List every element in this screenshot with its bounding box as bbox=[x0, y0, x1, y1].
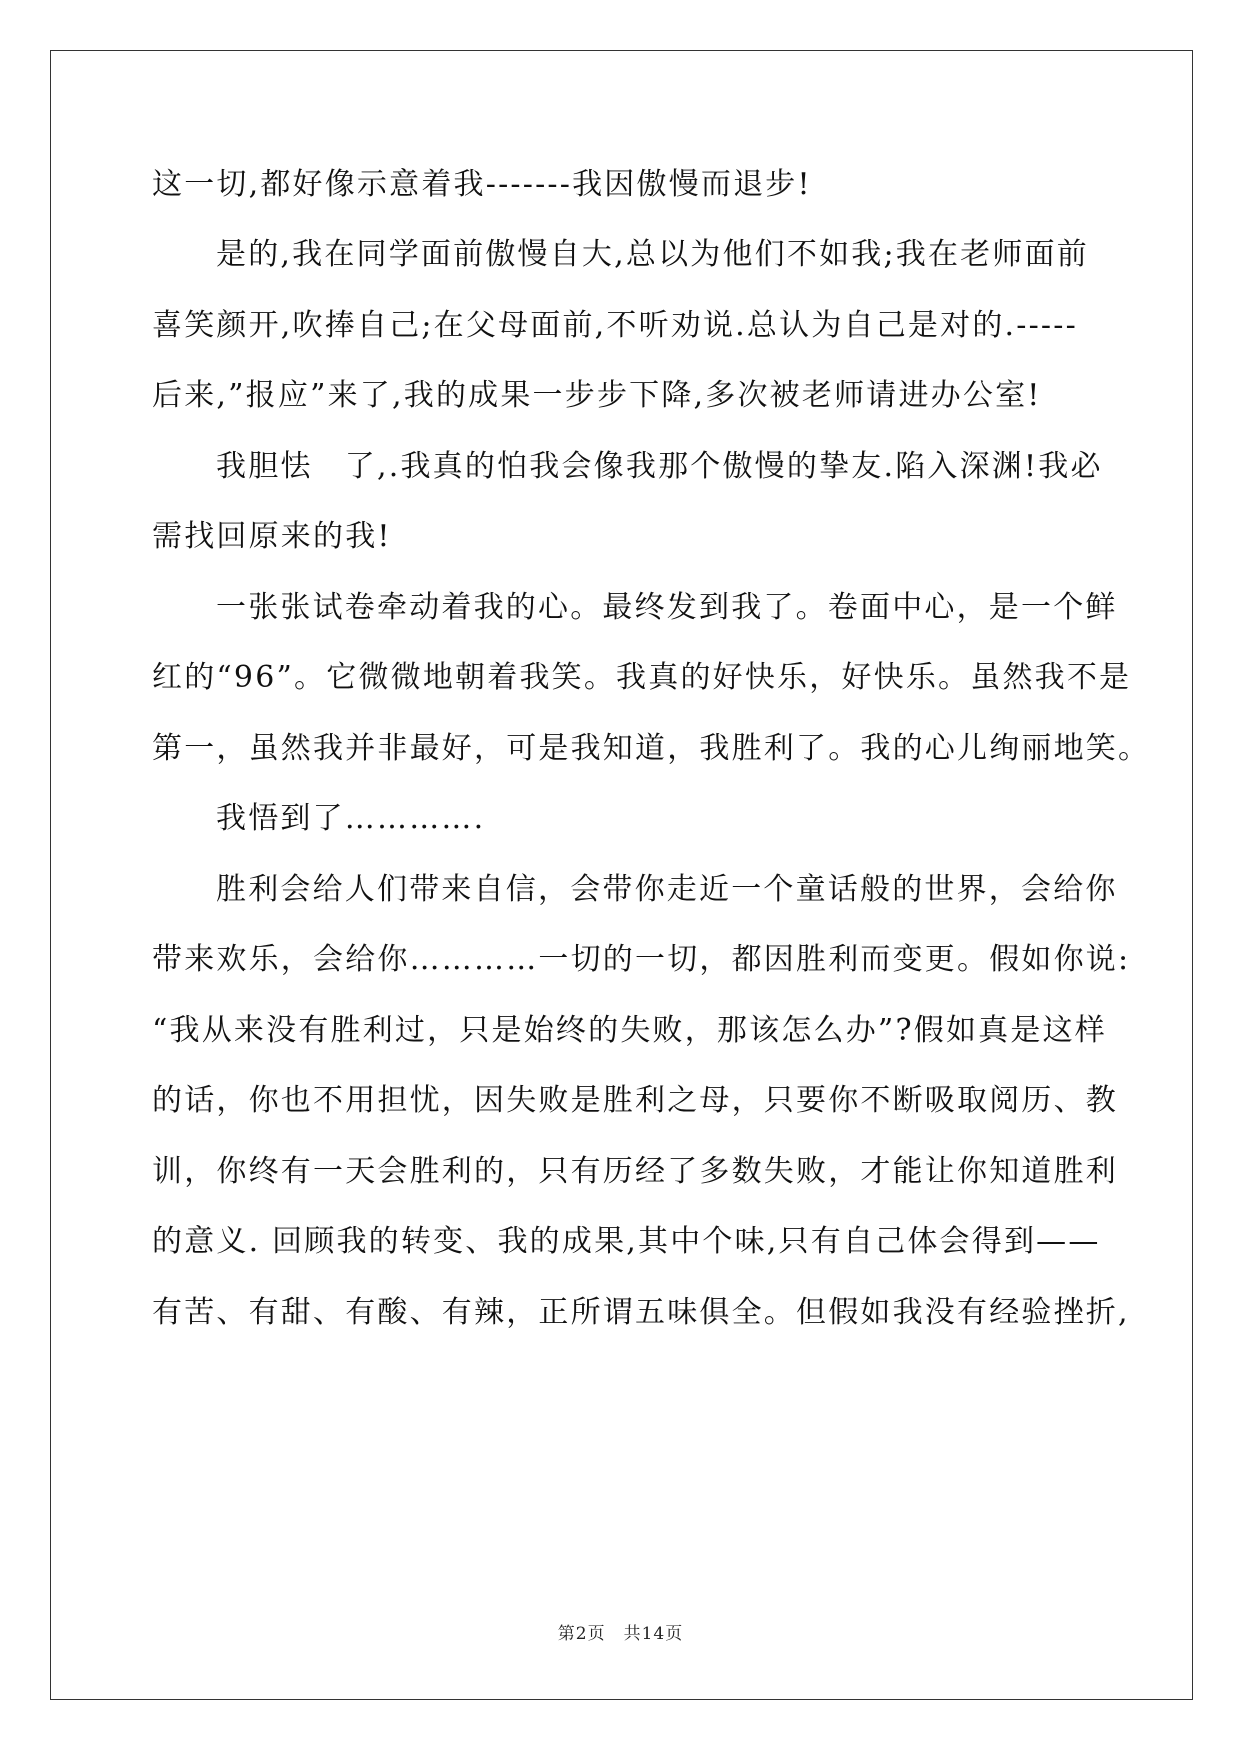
page-footer: 第2页 共14页 bbox=[557, 1624, 684, 1644]
text-line: 的话，你也不用担忧，因失败是胜利之母，只要你不断吸取阅历、教 bbox=[152, 1083, 1118, 1118]
text-line: 一张张试卷牵动着我的心。最终发到我了。卷面中心，是一个鲜 bbox=[216, 590, 1118, 625]
text-line: 的意义. 回顾我的转变、我的成果,其中个味,只有自己体会得到—— bbox=[152, 1224, 1101, 1259]
text-line: 训，你终有一天会胜利的，只有历经了多数失败，才能让你知道胜利 bbox=[152, 1154, 1118, 1189]
text-line: 后来,”报应”来了,我的成果一步步下降,多次被老师请进办公室! bbox=[152, 378, 1042, 413]
text-line: 胜利会给人们带来自信，会带你走近一个童话般的世界，会给你 bbox=[216, 872, 1118, 907]
text-line: 是的,我在同学面前傲慢自大,总以为他们不如我;我在老师面前 bbox=[216, 237, 1089, 272]
text-line: 喜笑颜开,吹捧自己;在父母面前,不听劝说.总认为自己是对的.----- bbox=[152, 308, 1078, 343]
text-line: “我从来没有胜利过，只是始终的失败，那该怎么办”?假如真是这样 bbox=[152, 1013, 1107, 1048]
text-line: 我悟到了…………. bbox=[216, 801, 486, 836]
text-line: 我胆怯 了,.我真的怕我会像我那个傲慢的挚友.陷入深渊!我必 bbox=[216, 449, 1103, 484]
text-line: 第一，虽然我并非最好，可是我知道，我胜利了。我的心儿绚丽地笑。 bbox=[152, 731, 1151, 766]
text-line: 带来欢乐，会给你…………一切的一切，都因胜利而变更。假如你说: bbox=[152, 942, 1131, 977]
text-line: 这一切,都好像示意着我-------我因傲慢而退步! bbox=[152, 167, 812, 202]
text-line: 有苦、有甜、有酸、有辣，正所谓五味俱全。但假如我没有经验挫折, bbox=[152, 1295, 1130, 1330]
text-line: 红的“96”。它微微地朝着我笑。我真的好快乐，好快乐。虽然我不是 bbox=[152, 660, 1132, 695]
text-line: 需找回原来的我! bbox=[152, 519, 392, 554]
